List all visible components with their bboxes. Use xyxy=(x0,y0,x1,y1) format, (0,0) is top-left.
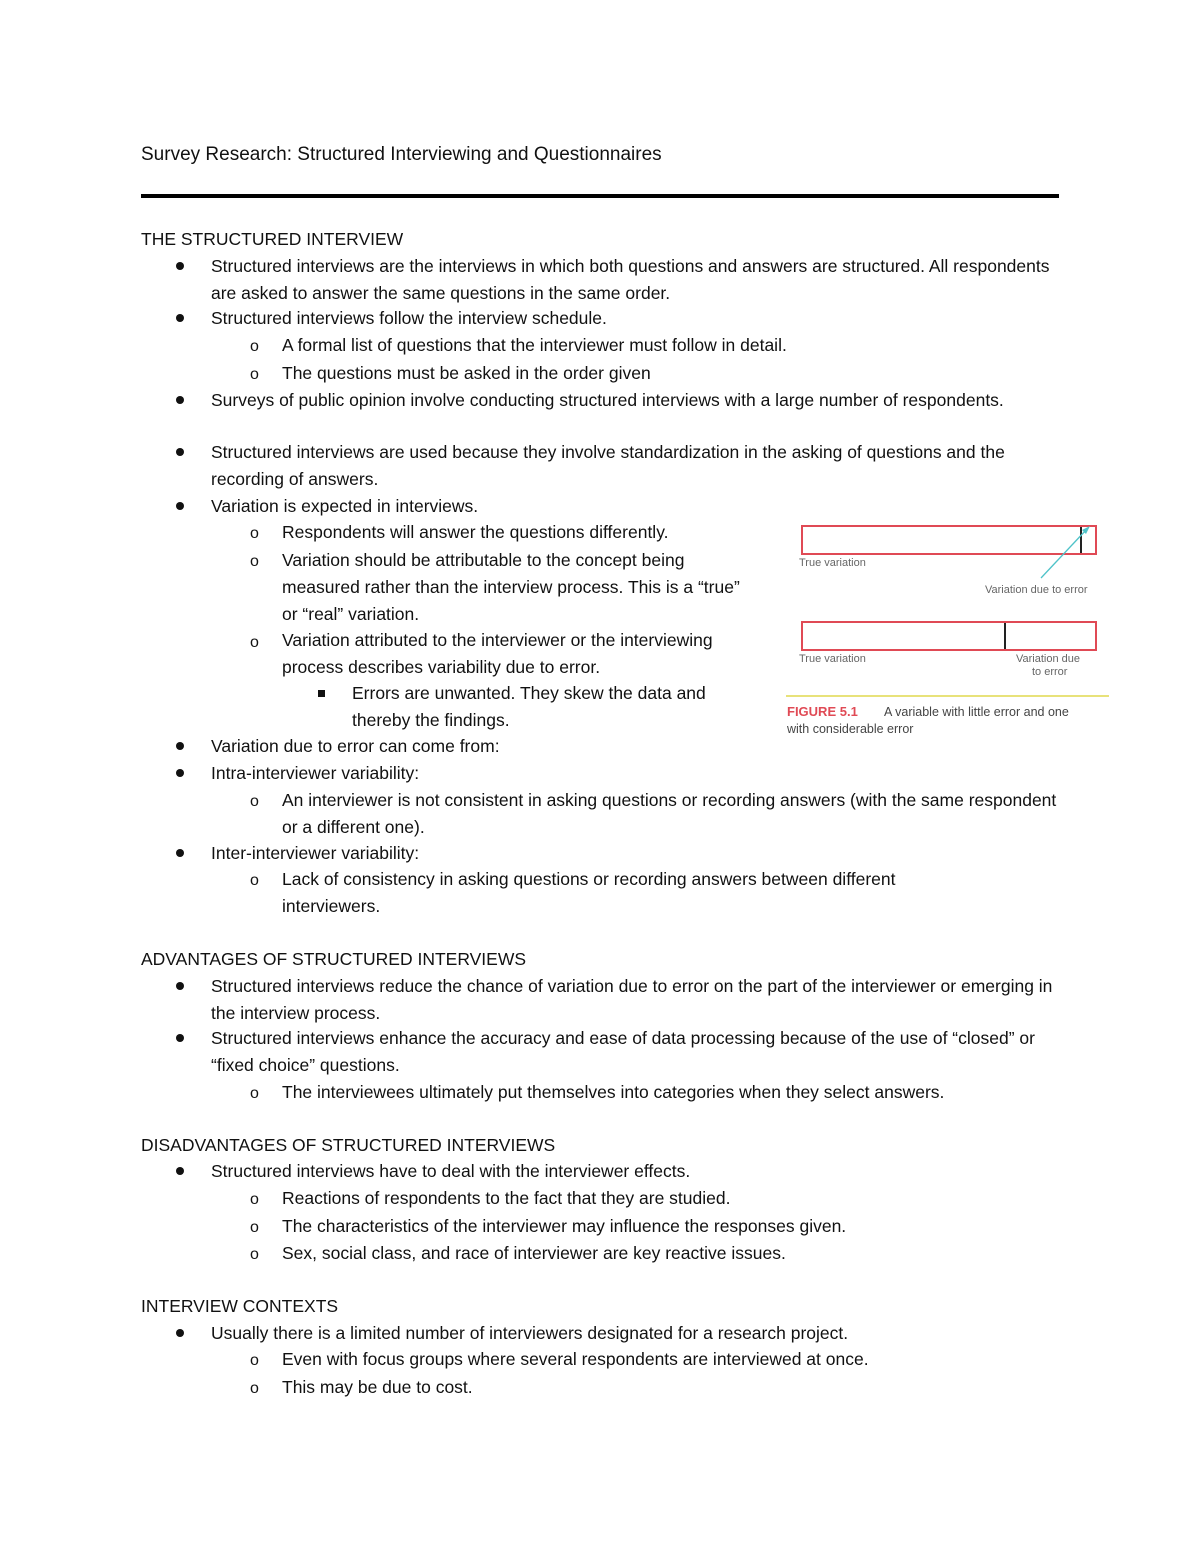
figure-arrow-icon xyxy=(1035,524,1095,584)
figure-caption-text: A variable with little error and one xyxy=(884,705,1069,719)
section-heading-advantages: ADVANTAGES OF STRUCTURED INTERVIEWS xyxy=(141,949,527,969)
sub-bullet-marker: o xyxy=(250,634,259,651)
list-item: Sex, social class, and race of interviewer are key reactive issues. xyxy=(282,1243,786,1263)
list-item: Variation attributed to the interviewer or the interviewing process describes variability due to error. xyxy=(282,630,713,677)
figure-label-true-variation: True variation xyxy=(799,653,866,665)
bullet-marker xyxy=(176,982,184,990)
bullet-marker xyxy=(176,1329,184,1337)
sub-bullet-marker: o xyxy=(250,338,259,355)
list-item: Variation is expected in interviews. xyxy=(211,496,479,516)
bullet-marker xyxy=(176,849,184,857)
sub-bullet-marker: o xyxy=(250,525,259,542)
list-item: Reactions of respondents to the fact that they are studied. xyxy=(282,1188,731,1208)
list-item: Inter-interviewer variability: xyxy=(211,843,420,863)
figure-label-error-variation: Variation due xyxy=(1016,653,1081,665)
sub-bullet-marker: o xyxy=(250,1380,259,1397)
list-item: An interviewer is not consistent in asking questions or recording answers (with the same respondent or a different one). xyxy=(282,790,1057,837)
figure-caption-text-line2: with considerable error xyxy=(787,722,914,736)
list-item: Variation due to error can come from: xyxy=(211,736,500,756)
figure-label-error-variation: Variation due to error xyxy=(985,584,1088,596)
sub-bullet-marker: o xyxy=(250,1219,259,1236)
figure-bar-divider xyxy=(1004,623,1006,649)
list-item: Errors are unwanted. They skew the data and thereby the findings. xyxy=(352,683,706,730)
section-heading-structured-interview: THE STRUCTURED INTERVIEW xyxy=(141,229,404,249)
bullet-marker xyxy=(176,769,184,777)
figure-caption-number: FIGURE 5.1 xyxy=(787,704,858,719)
bullet-marker xyxy=(176,448,184,456)
list-item: Structured interviews enhance the accuracy and ease of data processing because of the use of “closed” or “fixed choice” questions. xyxy=(211,1028,1035,1075)
list-item: The questions must be asked in the order given xyxy=(282,363,651,383)
bullet-marker xyxy=(176,1034,184,1042)
section-heading-interview-contexts: INTERVIEW CONTEXTS xyxy=(141,1296,339,1316)
list-item: Structured interviews reduce the chance of variation due to error on the part of the interviewer or emerging in the interview process. xyxy=(211,976,1053,1023)
list-item: Usually there is a limited number of interviewers designated for a research project. xyxy=(211,1323,849,1343)
list-item: This may be due to cost. xyxy=(282,1377,473,1397)
list-item: The characteristics of the interviewer may influence the responses given. xyxy=(282,1216,847,1236)
sub-bullet-marker: o xyxy=(250,553,259,570)
list-item: Structured interviews follow the interview schedule. xyxy=(211,308,607,328)
bullet-marker xyxy=(176,314,184,322)
sub-bullet-marker: o xyxy=(250,793,259,810)
page-title: Survey Research: Structured Interviewing and Questionnaires xyxy=(141,144,662,165)
list-item: A formal list of questions that the interviewer must follow in detail. xyxy=(282,335,787,355)
sub-sub-bullet-marker xyxy=(318,690,325,697)
bullet-marker xyxy=(176,742,184,750)
sub-bullet-marker: o xyxy=(250,1085,259,1102)
sub-bullet-marker: o xyxy=(250,1246,259,1263)
list-item: Respondents will answer the questions differently. xyxy=(282,522,669,542)
list-item: Structured interviews have to deal with the interviewer effects. xyxy=(211,1161,691,1181)
figure-bar-considerable-error xyxy=(801,621,1097,651)
sub-bullet-marker: o xyxy=(250,1352,259,1369)
figure-label-true-variation: True variation xyxy=(799,557,866,569)
figure-caption-rule xyxy=(786,695,1109,697)
bullet-marker xyxy=(176,396,184,404)
sub-bullet-marker: o xyxy=(250,366,259,383)
sub-bullet-marker: o xyxy=(250,872,259,889)
sub-bullet-marker: o xyxy=(250,1191,259,1208)
list-item: Lack of consistency in asking questions or recording answers between different interviewers. xyxy=(282,869,896,916)
list-item: The interviewees ultimately put themselves into categories when they select answers. xyxy=(282,1082,945,1102)
list-item: Even with focus groups where several respondents are interviewed at once. xyxy=(282,1349,869,1369)
bullet-marker xyxy=(176,502,184,510)
list-item: Structured interviews are the interviews in which both questions and answers are structured. All respondents are asked to answer the same questions in the same order. xyxy=(211,256,1050,303)
figure-label-error-variation-line2: to error xyxy=(1032,666,1068,678)
title-divider xyxy=(141,194,1059,198)
list-item: Variation should be attributable to the concept being measured rather than the interview process. This is a “true” or “real” variation. xyxy=(282,550,740,624)
bullet-marker xyxy=(176,1167,184,1175)
list-item: Surveys of public opinion involve conducting structured interviews with a large number of respondents. xyxy=(211,390,1004,410)
bullet-marker xyxy=(176,262,184,270)
list-item: Intra-interviewer variability: xyxy=(211,763,420,783)
section-heading-disadvantages: DISADVANTAGES OF STRUCTURED INTERVIEWS xyxy=(141,1135,556,1155)
list-item: Structured interviews are used because they involve standardization in the asking of questions and the recording of answers. xyxy=(211,442,1005,489)
